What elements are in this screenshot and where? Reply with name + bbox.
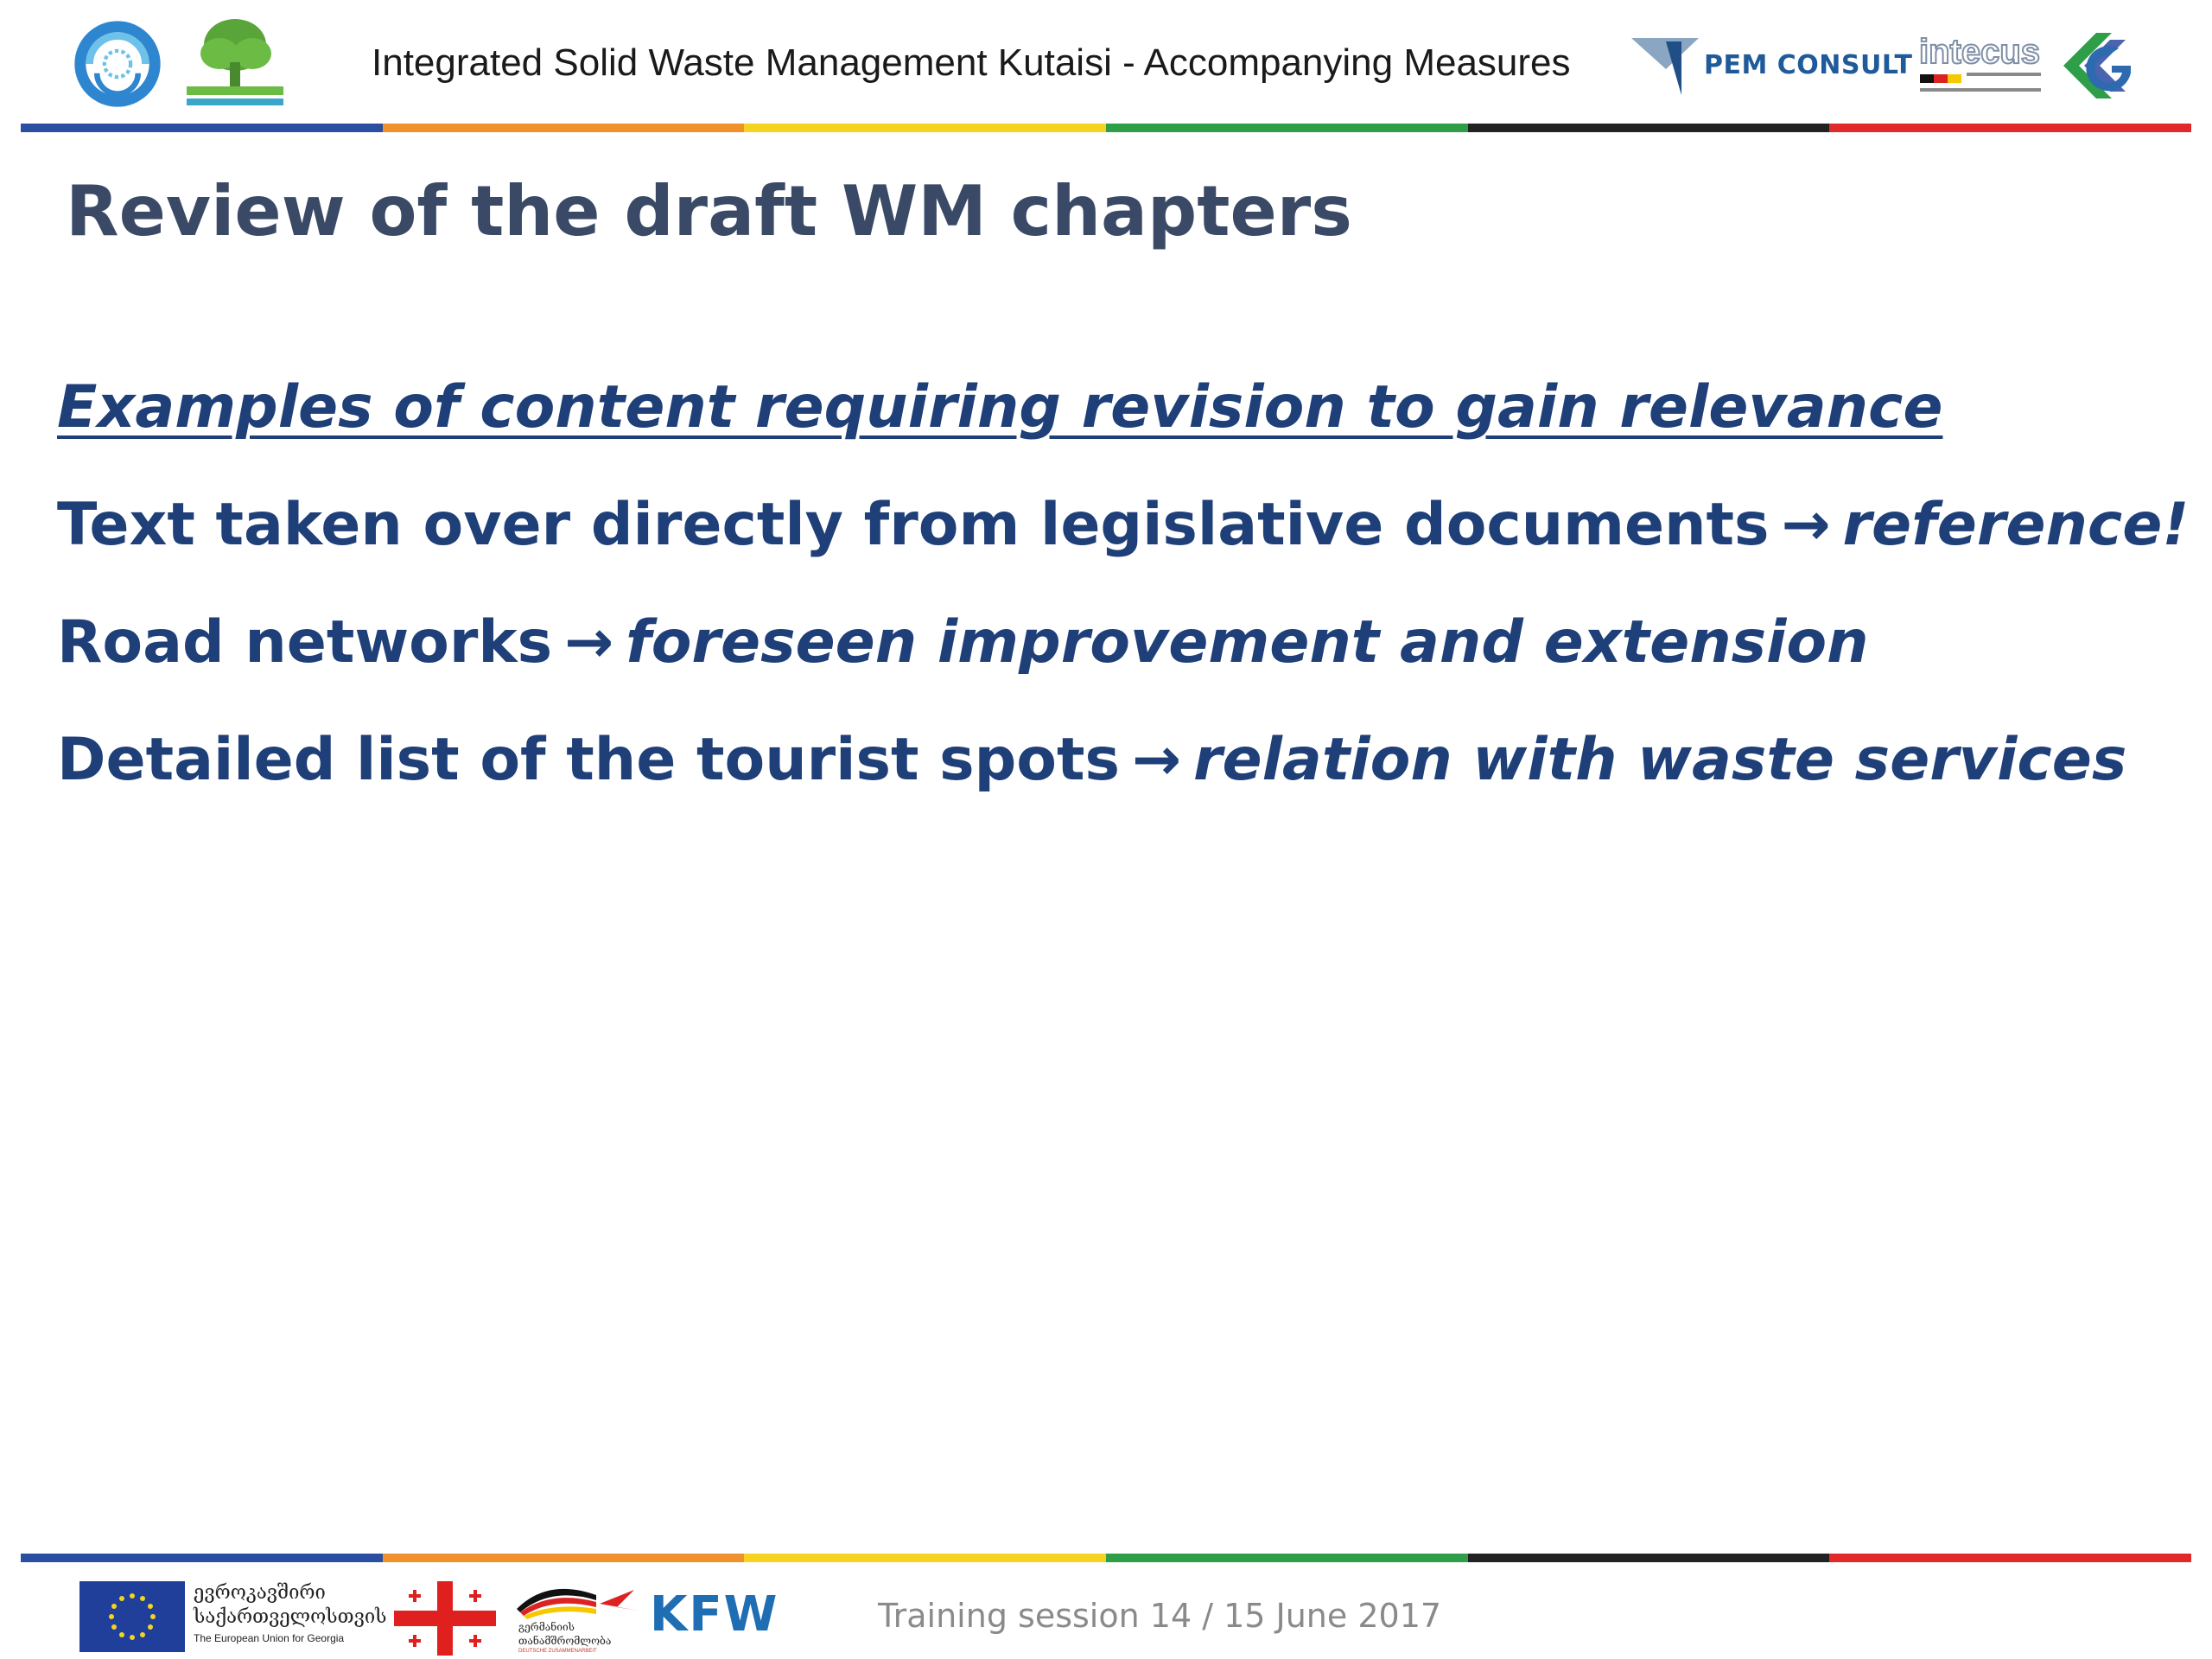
arrow-icon: → [1781, 491, 1831, 559]
bullet-emphasis: relation with waste services [1192, 726, 2127, 794]
slide-title: Review of the draft WM chapters [66, 171, 1352, 251]
subheading: Examples of content requiring revision to gain relevance [57, 373, 1943, 442]
eu-caption [194, 1581, 387, 1656]
intecus-subtitle-graphic [1920, 88, 2041, 92]
eu-flag-icon [79, 1581, 185, 1652]
german-cooperation-logo [513, 1578, 639, 1657]
header-color-bar [21, 124, 2191, 132]
german-cooperation-line: გერმანიის [518, 1621, 575, 1633]
german-cooperation-line: DEUTSCHE ZUSAMMENARBEIT [518, 1649, 597, 1654]
bullet-line [57, 726, 2126, 794]
intecus-subtitle-graphic [1967, 73, 2041, 76]
footer-color-bar [21, 1554, 2191, 1562]
green-g-logo-icon [2062, 31, 2136, 100]
german-cooperation-line: თანამშრომლობა [518, 1635, 612, 1647]
eu-caption-line: ევროკავშირი [194, 1582, 326, 1604]
header [0, 0, 2212, 138]
bullet-line [57, 608, 1869, 677]
bullet-text: Detailed list of the tourist spots [57, 726, 1120, 794]
footer-session-text: Training session 14 / 15 June 2017 [878, 1597, 1442, 1635]
header-title: Integrated Solid Waste Management Kutaisi - Accompanying Measures [372, 41, 1571, 84]
bullet-text: Text taken over directly from legislative documents [57, 491, 1770, 559]
pem-triangle-logo-icon [1631, 35, 1699, 95]
georgia-flag-icon [394, 1581, 496, 1656]
eu-caption-line: The European Union for Georgia [194, 1632, 345, 1644]
blue-swirl-logo-icon [71, 17, 164, 111]
bullet-emphasis: reference! [1842, 491, 2190, 559]
pem-consult-logo-text: PEM CONSULT [1704, 50, 1913, 80]
bullet-line [57, 491, 2189, 559]
intecus-logo-text: intecus [1918, 33, 2041, 71]
arrow-icon: → [564, 608, 614, 677]
bullet-text: Road networks [57, 608, 553, 677]
eu-caption-line: საქართველოსთვის [194, 1606, 387, 1628]
green-tree-logo-icon [183, 14, 287, 111]
german-flag-swoosh-icon [513, 1578, 639, 1619]
arrow-icon: → [1131, 726, 1181, 794]
bullet-emphasis: foreseen improvement and extension [626, 608, 1869, 677]
intecus-logo [1916, 35, 2043, 100]
intecus-flag-icon [1920, 74, 1961, 83]
kfw-logo: KFW [650, 1586, 779, 1643]
